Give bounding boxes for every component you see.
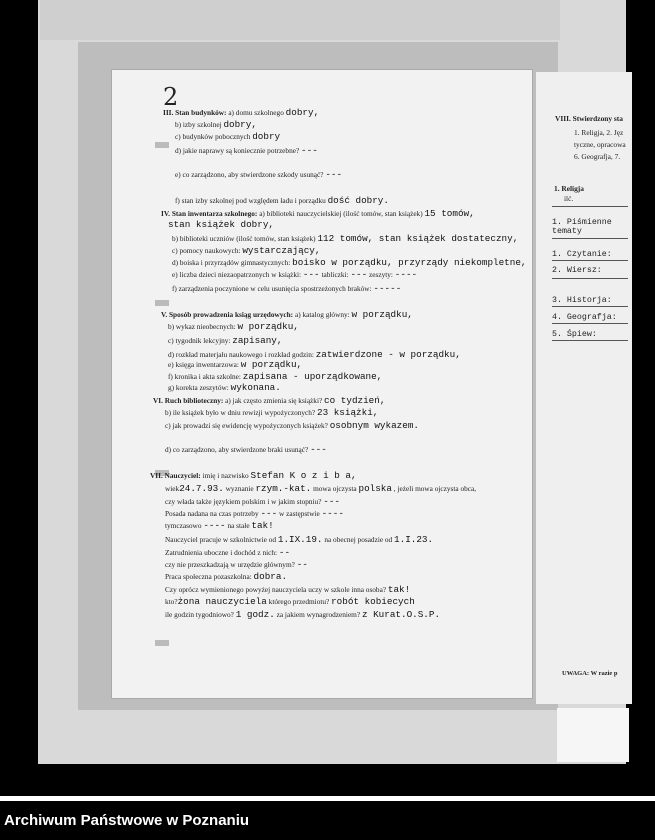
archive-credit: Archiwum Państwowe w Poznaniu — [4, 812, 250, 829]
field-value: 1.IX.19. — [277, 534, 323, 545]
binding-mark — [155, 142, 169, 148]
field-value: dobry, — [285, 107, 320, 118]
field-label: f) kronika i akta szkolne: — [168, 372, 241, 381]
field-value: dobra. — [253, 571, 288, 582]
field-value: zatwierdzone - w porządku, — [315, 349, 461, 360]
field-value: ---- — [203, 520, 226, 531]
rule-line — [552, 278, 628, 279]
field-label: e) co zarządzono, aby stwierdzone szkody usunąć? — [175, 170, 324, 179]
field-label: Czy oprócz wymienionego powyżej nauczyciela uczy w szkole inna osoba? — [165, 585, 387, 594]
field-label: c) tygodnik lekcyjny: — [168, 336, 231, 345]
field-value: z Kurat.O.S.P. — [361, 609, 441, 620]
field-label: kto? — [165, 597, 178, 606]
field-label: d) jakie naprawy są koniecznie potrzebne? — [175, 146, 300, 155]
field-label: f) zarządzenia poczynione w celu usunięcia spostrzeżonych braków: — [172, 284, 372, 293]
field-label: na stałe — [227, 521, 250, 530]
field-label: Praca społeczna pozaszkolna: — [165, 572, 252, 581]
field-label: , jeżeli mowa ojczysta obca, — [393, 484, 477, 493]
right-page — [536, 72, 632, 704]
field-value: --- — [350, 269, 368, 280]
field-label: mowa ojczysta — [313, 484, 357, 493]
binding-mark — [155, 300, 169, 306]
field-value: --- — [301, 145, 318, 156]
field-value: co tydzień, — [324, 395, 386, 406]
section-3-title: III. Stan budynków: — [163, 108, 227, 117]
field-value: zapisany, — [232, 335, 283, 346]
field-value: osobnym wykazem. — [329, 420, 419, 431]
field-value: 1.I.23. — [394, 534, 434, 545]
field-label: wiek — [165, 484, 180, 493]
field-value: tak! — [251, 520, 274, 531]
field-label: f) stan izby szkolnej pod względem ładu i porządku — [175, 196, 326, 205]
field-label: d) co zarządzono, aby stwierdzone braki usunąć? — [165, 445, 309, 454]
rule-line — [552, 260, 628, 261]
field-label: za jakiem wynagrodzeniem? — [276, 610, 361, 619]
field-label: tymczasowo — [165, 521, 202, 530]
right-item: 4. Geografja: — [552, 313, 617, 322]
field-value: --- — [323, 496, 341, 507]
field-label: Nauczyciel pracuje w szkolnictwie od — [165, 535, 277, 544]
field-label: d) rozkład materjału naukowego i rozkład godzin: — [168, 350, 314, 359]
rule-line — [552, 238, 628, 239]
field-label: g) korekta zeszytów: — [168, 383, 229, 392]
field-value: w porządku, — [240, 359, 303, 370]
right-item: 2. Wiersz: — [552, 266, 602, 275]
field-value: --- — [260, 508, 278, 519]
field-value: --- — [302, 269, 320, 280]
scan-top-edge — [40, 0, 560, 40]
binding-mark — [155, 640, 169, 646]
footer-divider — [0, 796, 655, 801]
field-label: wyznanie — [225, 484, 254, 493]
field-label: a) katalog główny: — [294, 310, 350, 319]
rule-line — [552, 340, 628, 341]
field-value: żona nauczyciela — [177, 596, 267, 607]
field-value: 23 książki, — [316, 407, 379, 418]
field-value: ---- — [321, 508, 344, 519]
right-item: 1. Religja — [554, 184, 584, 193]
field-value: rzym.-kat. — [255, 483, 312, 494]
field-value: 15 tomów, — [424, 208, 475, 219]
field-value: dobry, — [223, 119, 257, 130]
field-label: b) ile książek było w dniu rewizji wypożyczonych? — [165, 408, 316, 417]
page-number-handwritten: 2 — [163, 83, 179, 111]
right-page-line: tyczne, opracowa — [574, 140, 626, 149]
field-value: --- — [310, 444, 327, 455]
rule-line — [552, 323, 628, 324]
right-item: 1. Czytanie: — [552, 250, 612, 259]
section-4-title: IV. Stan inwentarza szkolnego: — [161, 209, 258, 218]
section-5-title: V. Sposób prowadzenia ksiąg urzędowych: — [161, 310, 294, 319]
field-label: czy nie przeszkadzają w urzędzie głównym? — [165, 560, 295, 569]
right-page-line: 6. Geografja, 7. — [574, 152, 621, 161]
field-value: w porządku, — [237, 321, 299, 332]
rule-line — [552, 206, 628, 207]
field-label: tabliczki: — [321, 270, 349, 279]
field-value: -- — [296, 559, 308, 570]
field-value: Stefan K o z i b a, — [250, 470, 357, 481]
field-label: Posada nadana na czas potrzeby — [165, 509, 259, 518]
field-label: imię i nazwisko — [202, 471, 249, 480]
field-label: na obecnej posadzie od — [324, 535, 393, 544]
field-value: robót kobiecych — [331, 596, 415, 607]
field-value: dość dobry. — [327, 195, 389, 206]
field-label: b) wykaz nieobecnych: — [168, 322, 236, 331]
field-label: b) biblioteki uczniów (ilość tomów, stan książek) — [172, 234, 316, 243]
field-label: e) liczba dzieci niezaopatrzonych w książki: — [172, 270, 302, 279]
field-label: a) biblioteki nauczycielskiej (ilość tomów, stan książek) — [259, 209, 423, 218]
field-label: w zastępstwie — [279, 509, 320, 518]
field-value: ---- — [394, 269, 418, 280]
right-item: 5. Śpiew: — [552, 330, 597, 339]
field-value: wykonana. — [230, 382, 281, 393]
field-value: zapisana - uporządkowane, — [242, 371, 383, 382]
field-value: tak! — [387, 584, 411, 595]
field-value: 1 godz. — [235, 609, 275, 620]
field-value: 24.7.93. — [179, 483, 224, 494]
right-page-note: UWAGA: W razie p — [562, 670, 618, 677]
field-label: Zatrudnienia uboczne i dochód z nich: — [165, 548, 278, 557]
right-item: 1. Piśmienne tematy — [552, 218, 612, 236]
section-6-title: VI. Ruch biblioteczny: — [153, 396, 224, 405]
field-label: którego przedmiotu? — [268, 597, 330, 606]
field-value: w porządku, — [351, 309, 413, 320]
field-label: b) izby szkolnej — [175, 120, 222, 129]
field-label: ile godzin tygodniowo? — [165, 610, 234, 619]
field-value: polska — [358, 483, 392, 494]
field-label: czy włada także językiem polskim i w jakim stopniu? — [165, 497, 322, 506]
field-label: c) budynków pobocznych — [175, 132, 251, 141]
field-label: c) jak prowadzi się ewidencję wypożyczonych książek? — [165, 421, 328, 430]
section-7-title: VII. Nauczyciel: — [150, 471, 201, 480]
field-value: boisko w porządku, przyrządy niekompletne, — [292, 257, 527, 268]
field-value: dobry — [252, 131, 281, 142]
field-label: zeszyty: — [369, 270, 393, 279]
field-value: stan książek dobry, — [168, 219, 275, 230]
field-label: e) księga inwentarzowa: — [168, 360, 239, 369]
right-item-sub: ilć. — [564, 194, 574, 203]
right-item: 3. Historja: — [552, 296, 612, 305]
right-page-line: 1. Religja, 2. Jęz — [574, 128, 624, 137]
field-value: wystarczający, — [242, 245, 321, 256]
field-label: a) domu szkolnego — [228, 108, 284, 117]
field-label: a) jak często zmienia się książki? — [225, 396, 323, 405]
field-value: -- — [278, 547, 291, 558]
field-value: --- — [325, 169, 343, 180]
field-value: ----- — [373, 283, 402, 294]
field-label: c) pomocy naukowych: — [172, 246, 241, 255]
right-page-title: VIII. Stwierdzony sta — [555, 114, 623, 123]
field-label: d) boiska i przyrządów gimnastycznych: — [172, 258, 291, 267]
right-paper-strip — [557, 708, 629, 762]
field-value: 112 tomów, stan książek dostateczny, — [317, 233, 519, 244]
rule-line — [552, 306, 628, 307]
